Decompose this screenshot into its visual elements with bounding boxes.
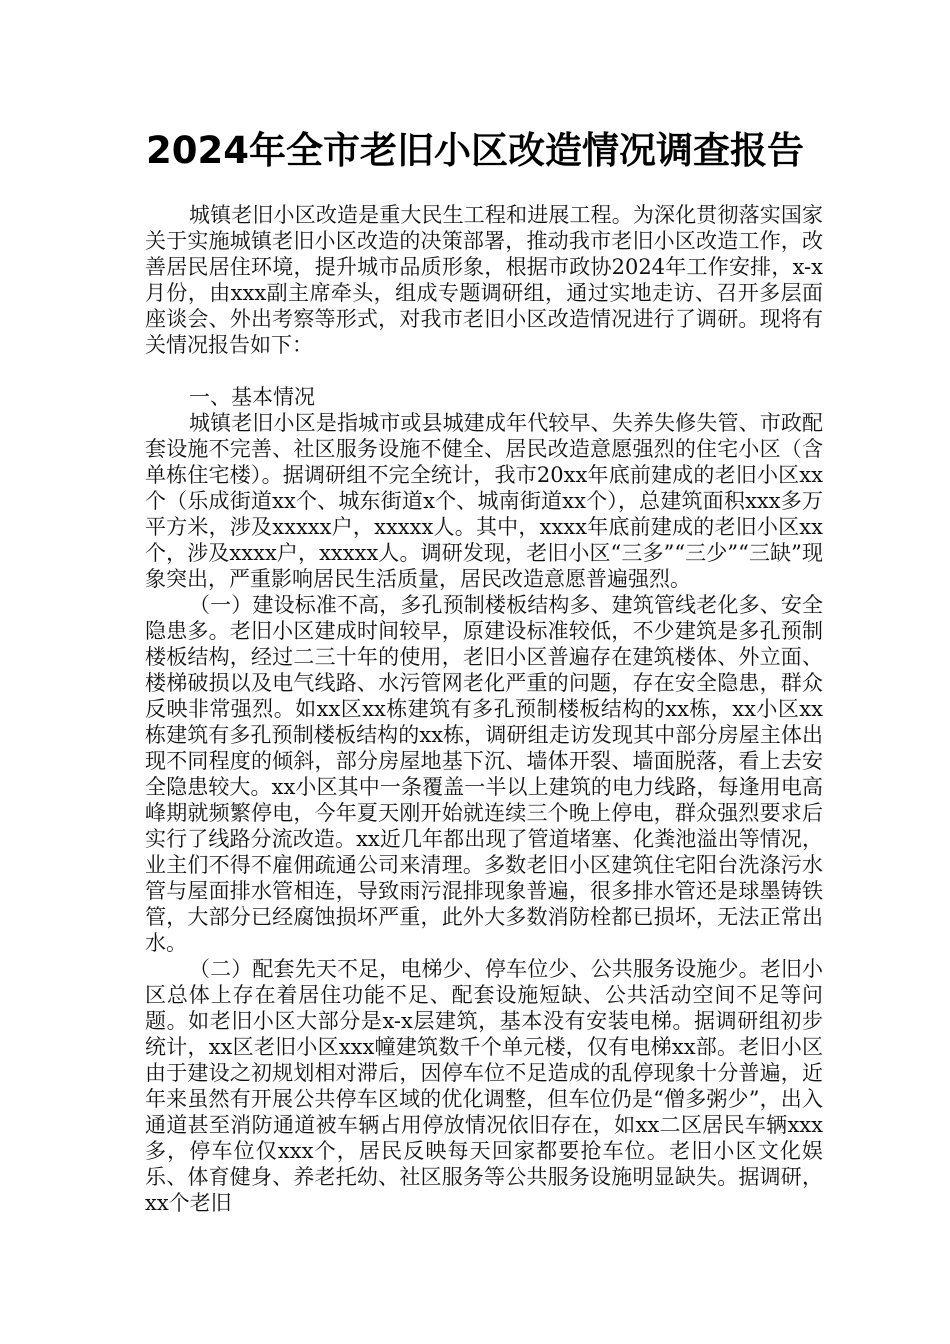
basic-situation-paragraph: 城镇老旧小区是指城市或县城建成年代较早、失养失修失管、市政配套设施不完善、社区服务设施不健全、居民改造意愿强烈的住宅小区（含单栋住宅楼）。据调研组不完全统计，我市20xx年底前建成的老旧小区xx个（乐成街道xx个、城东街道x个、城南街道xx个），总建筑面积xxx多万平方米，涉及xxxxx户，xxxxx人。其中，xxxx年底前建成的老旧小区xx个，涉及xxxx户，xxxxx人。调研发现，老旧小区“三多”“三少”“三缺”现象突出，严重影响居民生活质量，居民改造意愿普遍强烈。: [145, 411, 823, 591]
subsection-2-paragraph: （二）配套先天不足，电梯少、停车位少、公共服务设施少。老旧小区总体上存在着居住功能不足、配套设施短缺、公共活动空间不足等问题。如老旧小区大部分是x-x层建筑，基本没有安装电梯。据调研组初步统计，xx区老旧小区xxx幢建筑数千个单元楼，仅有电梯xx部。老旧小区由于建设之初规划相对滞后，因停车位不足造成的乱停现象十分普遍，近年来虽然有开展公共停车区域的优化调整，但车位仍是“僧多粥少”，出入通道甚至消防通道被车辆占用停放情况依旧存在，如xx二区居民车辆xxx多，停车位仅xxx个，居民反映每天回家都要抢车位。老旧小区文化娱乐、体育健身、养老托幼、社区服务等公共服务设施明显缺失。据调研，xx个老旧: [145, 957, 823, 1215]
document-title: 2024年全市老旧小区改造情况调查报告: [146, 129, 804, 172]
subsection-1-paragraph: （一）建设标准不高，多孔预制楼板结构多、建筑管线老化多、安全隐患多。老旧小区建成时间较早，原建设标准较低，不少建筑是多孔预制楼板结构，经过二三十年的使用，老旧小区普遍存在建筑楼体、外立面、楼梯破损以及电气线路、水污管网老化严重的问题，存在安全隐患，群众反映非常强烈。如xx区xx栋建筑有多孔预制楼板结构的xx栋，xx小区xx栋建筑有多孔预制楼板结构的xx栋，调研组走访发现其中部分房屋主体出现不同程度的倾斜，部分房屋地基下沉、墙体开裂、墙面脱落，看上去安全隐患较大。xx小区其中一条覆盖一半以上建筑的电力线路，每逢用电高峰期就频繁停电，今年夏天刚开始就连续三个晚上停电，群众强烈要求后实行了线路分流改造。xx近几年都出现了管道堵塞、化粪池溢出等情况，业主们不得不雇佣疏通公司来清理。多数老旧小区建筑住宅阳台洗涤污水管与屋面排水管相连，导致雨污混排现象普遍，很多排水管还是球墨铸铁管，大部分已经腐蚀损坏严重，此外大多数消防栓都已损坏，无法正常出水。: [145, 593, 823, 955]
intro-paragraph: 城镇老旧小区改造是重大民生工程和进展工程。为深化贯彻落实国家关于实施城镇老旧小区改造的决策部署，推动我市老旧小区改造工作，改善居民居住环境，提升城市品质形象，根据市政协2024年工作安排，x-x月份，由xxx副主席牵头，组成专题调研组，通过实地走访、召开多层面座谈会、外出考察等形式，对我市老旧小区改造情况进行了调研。现将有关情况报告如下：: [145, 203, 823, 357]
document-body: [145, 202, 823, 1216]
section-heading-basic-situation: 一、基本情况: [189, 385, 315, 409]
